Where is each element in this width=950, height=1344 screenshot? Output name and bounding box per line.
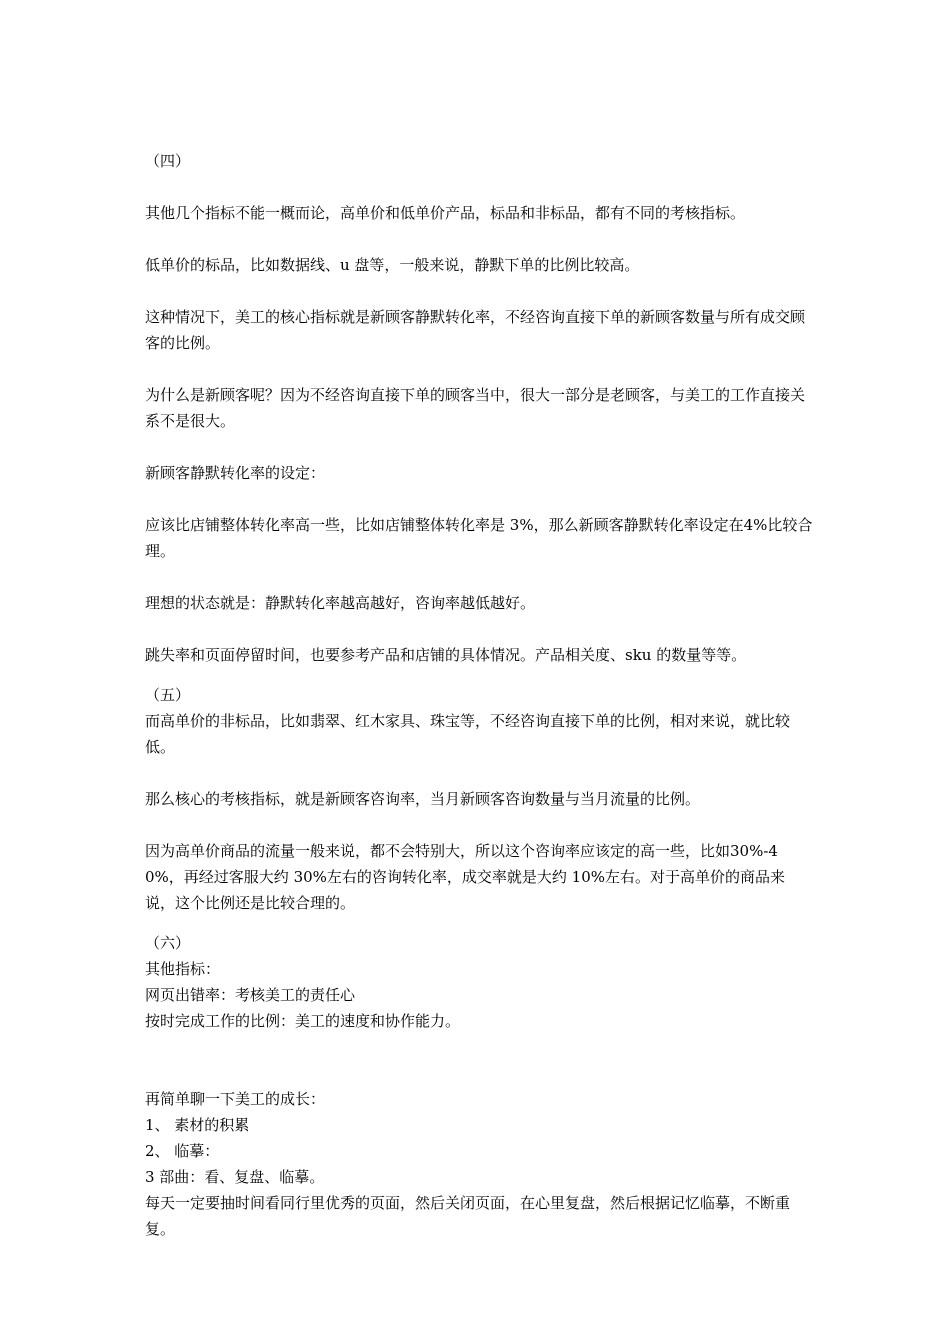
paragraph: 因为高单价商品的流量一般来说，都不会特别大，所以这个咨询率应该定的高一些，比如30%-40%，再经过客服大约 30%左右的咨询转化率，成交率就是大约 10%左右。对于高单价的商品来说，这个比例还是比较合理的。 xyxy=(145,842,786,912)
paragraph-gap xyxy=(145,278,813,304)
paragraph-gap xyxy=(145,916,813,930)
paragraph: 网页出错率：考核美工的责任心 xyxy=(145,986,356,1004)
paragraph-gap xyxy=(145,174,813,200)
paragraph-gap xyxy=(145,760,813,786)
paragraph: 跳失率和页面停留时间，也要参考产品和店铺的具体情况。产品相关度、sku 的数量等等。 xyxy=(145,646,747,664)
paragraph: 应该比店铺整体转化率高一些，比如店铺整体转化率是 3%，那么新顾客静默转化率设定在4%比较合理。 xyxy=(145,516,813,560)
list-item: 2、 临摹： xyxy=(145,1142,220,1160)
paragraph: 其他指标： xyxy=(145,960,221,978)
paragraph: 再简单聊一下美工的成长： xyxy=(145,1090,326,1108)
section-heading-five: （五） xyxy=(145,686,191,704)
paragraph-gap xyxy=(145,356,813,382)
paragraph-gap xyxy=(145,564,813,590)
paragraph: 为什么是新顾客呢？因为不经咨询直接下单的顾客当中，很大一部分是老顾客，与美工的工作直接关系不是很大。 xyxy=(145,386,806,430)
section-heading-four: （四） xyxy=(145,152,191,170)
paragraph-gap xyxy=(145,486,813,512)
paragraph: 而高单价的非标品，比如翡翠、红木家具、珠宝等，不经咨询直接下单的比例，相对来说，就比较低。 xyxy=(145,712,791,756)
paragraph: 3 部曲：看、复盘、临摹。 xyxy=(145,1168,325,1186)
paragraph-gap xyxy=(145,1034,813,1086)
paragraph-gap xyxy=(145,434,813,460)
paragraph: 新顾客静默转化率的设定： xyxy=(145,464,326,482)
paragraph: 那么核心的考核指标，就是新顾客咨询率，当月新顾客咨询数量与当月流量的比例。 xyxy=(145,790,701,808)
paragraph: 理想的状态就是：静默转化率越高越好，咨询率越低越好。 xyxy=(145,594,536,612)
paragraph: 其他几个指标不能一概而论，高单价和低单价产品，标品和非标品，都有不同的考核指标。 xyxy=(145,204,746,222)
document-body xyxy=(145,148,813,1242)
paragraph: 这种情况下，美工的核心指标就是新顾客静默转化率，不经咨询直接下单的新顾客数量与所有成交顾客的比例。 xyxy=(145,308,806,352)
paragraph-gap xyxy=(145,616,813,642)
paragraph-gap xyxy=(145,226,813,252)
list-item: 1、 素材的积累 xyxy=(145,1116,250,1134)
section-heading-six: （六） xyxy=(145,934,191,952)
paragraph: 每天一定要抽时间看同行里优秀的页面，然后关闭页面，在心里复盘，然后根据记忆临摹，不断重复。 xyxy=(145,1194,791,1238)
paragraph-gap xyxy=(145,812,813,838)
paragraph: 按时完成工作的比例：美工的速度和协作能力。 xyxy=(145,1012,461,1030)
paragraph: 低单价的标品，比如数据线、u 盘等，一般来说，静默下单的比例比较高。 xyxy=(145,256,640,274)
paragraph-gap xyxy=(145,668,813,682)
